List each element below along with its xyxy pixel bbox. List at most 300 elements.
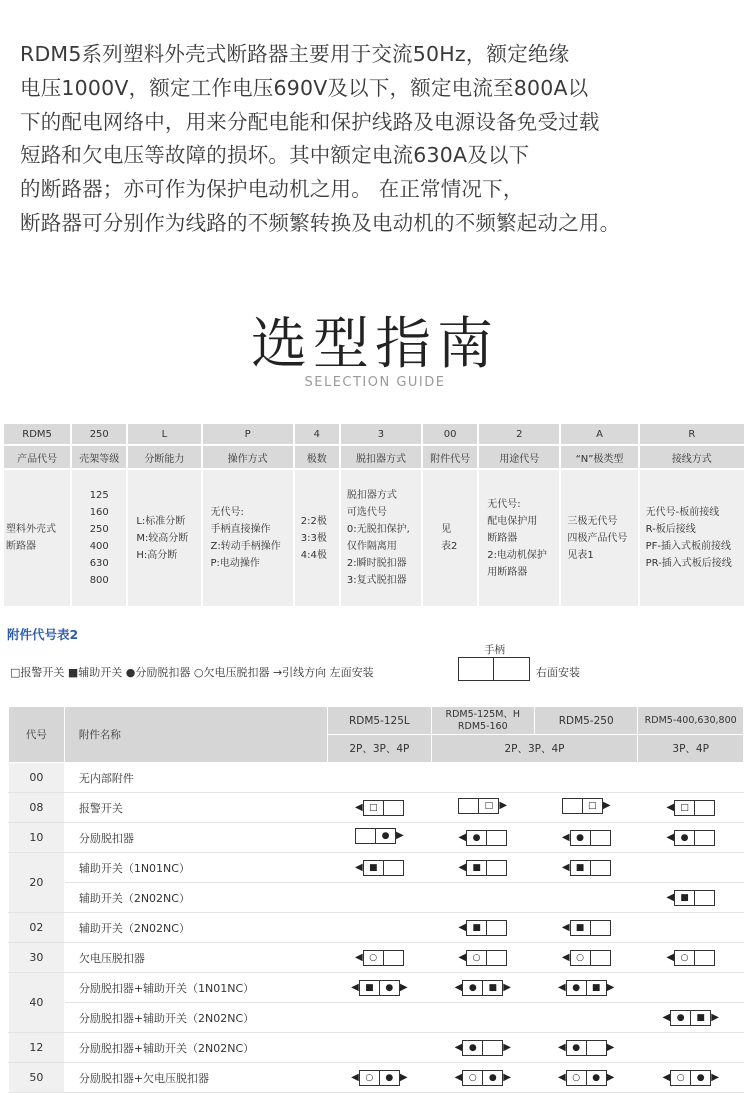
- right-arrow-icon: ▶: [399, 1072, 408, 1083]
- symbol-cell: [431, 913, 534, 943]
- handle-box-icon: [458, 798, 499, 814]
- detail-line: 仅作隔离用: [346, 541, 397, 552]
- left-arrow-icon: ◀: [454, 982, 463, 993]
- left-arrow-icon: ◀: [666, 952, 675, 963]
- code-cell: 20: [9, 853, 65, 913]
- under-icon: ○: [576, 953, 584, 963]
- symbol-cell: [534, 913, 637, 943]
- detail-line: 630: [89, 558, 109, 569]
- accessory-symbol: [662, 1071, 718, 1085]
- code-cell: 00: [9, 763, 65, 793]
- accessory-symbol: [458, 921, 507, 935]
- code-cell: 02: [9, 913, 65, 943]
- empty-slot: [383, 951, 403, 965]
- detail-line: 800: [89, 575, 109, 586]
- header-cell: 分断能力: [127, 445, 201, 469]
- detail-line: 用断路器: [487, 566, 528, 578]
- empty-slot: [383, 861, 403, 875]
- accessory-symbol: [458, 861, 507, 875]
- left-arrow-icon: ◀: [557, 1072, 566, 1083]
- handle-box-icon: [355, 828, 396, 844]
- right-install-label: 右面安装: [536, 666, 580, 679]
- left-arrow-icon: ◀: [557, 1042, 566, 1053]
- code-cell: RDM5: [3, 423, 71, 445]
- symbol-cell: [638, 913, 744, 943]
- header-cell: 极数: [294, 445, 340, 469]
- accessory-header-row: [9, 707, 744, 735]
- empty-slot: [590, 861, 610, 875]
- symbol-cell: [328, 913, 431, 943]
- handle-box-icon: [566, 980, 607, 996]
- empty-slot: [482, 1041, 502, 1055]
- detail-line: PF-插入式板前接线: [645, 541, 732, 552]
- handle-box-icon: [670, 1070, 711, 1086]
- shunt-icon: ●: [576, 833, 584, 843]
- symbol-cell: [534, 973, 637, 1003]
- shunt-icon: ●: [468, 983, 477, 993]
- intro-line: 下的配电网络中，用来分配电能和保护线路及电源设备免受过载: [20, 109, 600, 134]
- symbol-cell: [534, 883, 637, 913]
- section-subtitle: SELECTION GUIDE: [304, 375, 446, 390]
- aux-icon: ■: [472, 863, 481, 873]
- table-row: [9, 823, 744, 853]
- left-arrow-icon: ◀: [662, 1012, 671, 1023]
- detail-row: [3, 469, 745, 607]
- aux-icon: ■: [482, 981, 502, 995]
- detail-line: 四极产品代号: [567, 532, 628, 544]
- handle-box-icon: [462, 1070, 503, 1086]
- code-cell: 10: [9, 823, 65, 853]
- symbol-cell: [431, 1033, 534, 1063]
- table-row: [9, 943, 744, 973]
- empty-slot: [486, 921, 506, 935]
- detail-line: 无代号:: [487, 498, 521, 510]
- detail-line: 3:复式脱扣器: [346, 575, 407, 586]
- accessory-name: 分励脱扣器+辅助开关（1N01NC）: [64, 973, 327, 1003]
- symbol-cell: [638, 1033, 744, 1063]
- code-cell: 30: [9, 943, 65, 973]
- detail-line: 见表1: [567, 549, 594, 561]
- code-cell: A: [560, 423, 638, 445]
- header-cell: 操作方式: [202, 445, 294, 469]
- accessory-symbol: [351, 1071, 407, 1085]
- section-title: 选型指南: [251, 312, 499, 377]
- symbol-cell: [431, 1063, 534, 1093]
- detail-line: 可选代号: [346, 507, 387, 518]
- symbol-cell: [638, 823, 744, 853]
- detail-line: 125: [89, 490, 109, 501]
- symbol-cell: [431, 1003, 534, 1033]
- symbol-cell: [638, 973, 744, 1003]
- symbol-cell: [328, 1063, 431, 1093]
- alarm-icon: □: [478, 799, 498, 813]
- detail-line: L:标准分断: [136, 515, 186, 527]
- handle-box-icon: [674, 800, 715, 816]
- under-icon: ○: [680, 953, 689, 963]
- shunt-icon: ●: [379, 981, 399, 995]
- empty-slot: [694, 801, 714, 815]
- handle-box-icon: [363, 800, 404, 816]
- alarm-icon: □: [582, 799, 602, 813]
- under-icon: ○: [676, 1073, 685, 1083]
- empty-slot: [694, 951, 714, 965]
- symbol-cell: [534, 1033, 637, 1063]
- shunt-icon: ●: [572, 1043, 581, 1053]
- aux-icon: ■: [365, 983, 374, 993]
- table-row: [9, 973, 744, 1003]
- detail-line: 断路器: [487, 532, 518, 544]
- accessory-symbol: [562, 921, 611, 935]
- handle-box-icon: [466, 860, 507, 876]
- symbol-cell: [534, 943, 637, 973]
- accessory-symbol: [562, 861, 611, 875]
- table-row: [9, 853, 744, 883]
- handle-box-icon: [674, 830, 715, 846]
- detail-cell: [294, 469, 340, 607]
- detail-line: 见: [441, 524, 452, 535]
- accessory-name: 无内部附件: [64, 763, 327, 793]
- header-cell: 用途代号: [478, 445, 560, 469]
- detail-line: H:高分断: [136, 549, 178, 561]
- empty-slot: [586, 1041, 606, 1055]
- code-header: 代号: [9, 707, 65, 763]
- detail-line: 2:电动机保护: [487, 549, 547, 561]
- symbol-cell: [534, 853, 637, 883]
- symbol-cell: [328, 883, 431, 913]
- handle-box-icon: [466, 920, 507, 936]
- detail-line: 塑料外壳式: [6, 524, 56, 535]
- code-cell: 50: [9, 1063, 65, 1093]
- accessory-symbol: [558, 1071, 614, 1085]
- code-cell: L: [127, 423, 201, 445]
- symbol-cell: [534, 763, 637, 793]
- model-line: RDM5-160: [457, 720, 508, 732]
- shunt-icon: ●: [572, 983, 581, 993]
- right-arrow-icon: ▶: [396, 830, 404, 841]
- empty-slot: [356, 829, 375, 843]
- empty-slot: [694, 831, 714, 845]
- detail-line: 脱扣器方式: [346, 490, 397, 501]
- accessory-symbol: [455, 1071, 511, 1085]
- aux-icon: ■: [690, 1011, 710, 1025]
- left-arrow-icon: ◀: [458, 862, 467, 873]
- handle-box-icon: [570, 920, 611, 936]
- symbol-cell: [534, 793, 637, 823]
- header-row: [3, 445, 745, 469]
- accessory-symbol: [558, 1041, 614, 1055]
- handle-box-icon: [570, 860, 611, 876]
- handle-box-icon: [570, 950, 611, 966]
- detail-line: 2:瞬时脱扣器: [346, 558, 407, 569]
- accessory-name: 辅助开关（1N01NC）: [64, 853, 327, 883]
- code-cell: 250: [71, 423, 127, 445]
- intro-line: 的断路器；亦可作为保护电动机之用。 在正常情况下，: [20, 177, 524, 202]
- symbol-cell: [328, 853, 431, 883]
- table-row: [9, 793, 744, 823]
- accessory-symbol: [662, 1011, 718, 1025]
- code-row: [3, 423, 745, 445]
- left-arrow-icon: ◀: [557, 982, 566, 993]
- handle-box-icon: [566, 1040, 607, 1056]
- accessory-symbol: [455, 1041, 511, 1055]
- empty-slot: [486, 831, 506, 845]
- right-arrow-icon: ▶: [606, 1072, 615, 1083]
- detail-cell: [639, 469, 745, 607]
- left-arrow-icon: ◀: [454, 1072, 463, 1083]
- handle-box-icon: [466, 830, 507, 846]
- shunt-icon: ●: [472, 833, 481, 843]
- under-icon: ○: [472, 953, 481, 963]
- symbol-cell: [431, 943, 534, 973]
- detail-cell: [560, 469, 638, 607]
- detail-line: 3:3极: [300, 532, 327, 544]
- symbol-cell: [534, 823, 637, 853]
- right-arrow-icon: ▶: [503, 1072, 511, 1083]
- header-cell: 产品代号: [3, 445, 71, 469]
- right-arrow-icon: ▶: [606, 982, 615, 993]
- symbol-cell: [638, 853, 744, 883]
- right-arrow-icon: ▶: [711, 1072, 719, 1083]
- detail-line: M:较高分断: [136, 532, 189, 544]
- symbol-cell: [431, 823, 534, 853]
- left-arrow-icon: ◀: [458, 832, 467, 843]
- detail-line: 250: [89, 524, 109, 535]
- right-arrow-icon: ▶: [602, 800, 611, 811]
- left-arrow-icon: ◀: [458, 922, 467, 933]
- symbol-cell: [638, 793, 744, 823]
- handle-diagram: [458, 657, 530, 681]
- accessory-name: 分励脱扣器+辅助开关（2N02NC）: [64, 1033, 327, 1063]
- table-row: [9, 763, 744, 793]
- symbol-cell: [534, 1063, 637, 1093]
- empty-slot: [486, 861, 506, 875]
- header-cell: 壳架等级: [71, 445, 127, 469]
- symbol-cell: [328, 823, 431, 853]
- right-arrow-icon: ▶: [399, 982, 408, 993]
- left-arrow-icon: ◀: [666, 802, 675, 813]
- code-cell: 40: [9, 973, 65, 1033]
- code-cell: 4: [294, 423, 340, 445]
- poles-cell: 2P、3P、4P: [431, 735, 638, 763]
- model-header: [431, 707, 534, 735]
- accessory-symbol: [458, 951, 507, 965]
- accessory-name: 分励脱扣器: [64, 823, 327, 853]
- left-arrow-icon: ◀: [351, 1072, 359, 1083]
- handle-box-icon: [462, 980, 503, 996]
- right-arrow-icon: ▶: [711, 1012, 719, 1023]
- symbol-cell: [431, 853, 534, 883]
- detail-line: 断路器: [6, 541, 36, 552]
- model-header: RDM5-250: [534, 707, 637, 735]
- left-arrow-icon: ◀: [561, 922, 570, 933]
- model-header: RDM5-400,630,800: [638, 707, 744, 735]
- left-arrow-icon: ◀: [351, 982, 359, 993]
- shunt-icon: ●: [586, 1071, 606, 1085]
- detail-cell: [422, 469, 478, 607]
- symbol-cell: [638, 763, 744, 793]
- under-icon: ○: [572, 1073, 581, 1083]
- left-arrow-icon: ◀: [355, 952, 363, 963]
- table-row: [9, 883, 744, 913]
- empty-slot: [486, 951, 506, 965]
- detail-cell: [340, 469, 422, 607]
- detail-cell: [71, 469, 127, 607]
- detail-line: R-板后接线: [645, 524, 696, 535]
- code-cell: 08: [9, 793, 65, 823]
- left-arrow-icon: ◀: [666, 892, 675, 903]
- table-row: [9, 1003, 744, 1033]
- handle-box-icon: [363, 860, 404, 876]
- model-header: RDM5-125L: [328, 707, 431, 735]
- symbol-cell: [328, 943, 431, 973]
- symbol-cell: [638, 1063, 744, 1093]
- intro-line: RDM5系列塑料外壳式断路器主要用于交流50Hz，额定绝缘: [20, 42, 570, 66]
- handle-box-icon: [566, 1070, 607, 1086]
- shunt-icon: ●: [375, 829, 395, 843]
- shunt-icon: ●: [680, 833, 689, 843]
- code-cell: 12: [9, 1033, 65, 1063]
- shunt-icon: ●: [690, 1071, 710, 1085]
- handle-label: 手柄: [484, 644, 505, 656]
- accessory-body: [9, 763, 744, 1093]
- handle-box-icon: [674, 890, 715, 906]
- left-arrow-icon: ◀: [458, 952, 467, 963]
- aux-icon: ■: [575, 863, 585, 873]
- aux-icon: ■: [586, 981, 606, 995]
- accessory-symbol: [355, 801, 404, 815]
- aux-icon: ■: [575, 923, 585, 933]
- detail-line: 无代号-板前接线: [645, 507, 720, 518]
- handle-box-icon: [674, 950, 715, 966]
- detail-cell: [3, 469, 71, 607]
- accessory-symbol: [666, 831, 715, 845]
- detail-cell: [478, 469, 560, 607]
- header-cell: 脱扣器方式: [340, 445, 422, 469]
- detail-line: 4:4极: [300, 549, 327, 561]
- detail-line: Z:转动手柄操作: [210, 541, 281, 552]
- right-arrow-icon: ▶: [499, 800, 508, 811]
- accessory-symbol: [351, 981, 407, 995]
- shunt-icon: ●: [379, 1071, 399, 1085]
- symbol-cell: [638, 883, 744, 913]
- shunt-icon: ●: [482, 1071, 502, 1085]
- empty-slot: [694, 891, 714, 905]
- accessory-name: 报警开关: [64, 793, 327, 823]
- handle-box-icon: [462, 1040, 503, 1056]
- detail-line: 配电保护用: [487, 515, 538, 527]
- handle-box-icon: [570, 830, 611, 846]
- symbol-cell: [328, 793, 431, 823]
- accessory-symbol: [355, 951, 404, 965]
- detail-cell: [127, 469, 201, 607]
- accessory-name: 分励脱扣器+辅助开关（2N02NC）: [64, 1003, 327, 1033]
- accessory-name: 辅助开关（2N02NC）: [64, 913, 327, 943]
- intro-line: 断路器可分别作为线路的不频繁转换及电动机的不频繁起动之用。: [20, 210, 621, 235]
- aux-icon: ■: [368, 863, 378, 873]
- right-arrow-icon: ▶: [606, 1042, 615, 1053]
- right-arrow-icon: ▶: [503, 1042, 511, 1053]
- accessory-name: 辅助开关（2N02NC）: [64, 883, 327, 913]
- code-cell: P: [202, 423, 294, 445]
- detail-line: 400: [89, 541, 109, 552]
- symbol-cell: [431, 973, 534, 1003]
- symbol-cell: [638, 1003, 744, 1033]
- left-arrow-icon: ◀: [666, 832, 675, 843]
- handle-box-icon: [363, 950, 404, 966]
- alarm-icon: □: [680, 803, 689, 813]
- accessory-table: [8, 706, 744, 1093]
- model-line: RDM5-125M、H: [445, 708, 521, 720]
- left-arrow-icon: ◀: [561, 832, 570, 843]
- empty-slot: [383, 801, 403, 815]
- alarm-icon: □: [368, 803, 378, 813]
- symbol-cell: [534, 1003, 637, 1033]
- left-arrow-icon: ◀: [454, 1042, 463, 1053]
- accessory-symbol: [562, 799, 611, 813]
- detail-line: 无代号:: [210, 507, 244, 518]
- left-arrow-icon: ◀: [561, 952, 570, 963]
- handle-box-icon: [359, 1070, 400, 1086]
- symbol-cell: [328, 973, 431, 1003]
- poles-cell: 2P、3P、4P: [328, 735, 431, 763]
- left-arrow-icon: ◀: [355, 862, 363, 873]
- under-icon: ○: [365, 1073, 374, 1083]
- shunt-icon: ●: [468, 1043, 477, 1053]
- code-cell: 3: [340, 423, 422, 445]
- symbol-cell: [328, 763, 431, 793]
- detail-line: 2:2极: [300, 515, 327, 527]
- left-arrow-icon: ◀: [662, 1072, 671, 1083]
- accessory-symbol: [558, 981, 614, 995]
- under-icon: ○: [468, 1073, 477, 1083]
- empty-slot: [590, 831, 610, 845]
- handle-box-icon: [359, 980, 400, 996]
- empty-slot: [563, 799, 582, 813]
- poles-cell: 3P、4P: [638, 735, 744, 763]
- intro-text: [20, 38, 740, 241]
- table-row: [9, 1033, 744, 1063]
- symbol-cell: [328, 1033, 431, 1063]
- accessory-name: 欠电压脱扣器: [64, 943, 327, 973]
- accessory-symbol: [666, 891, 715, 905]
- detail-line: 表2: [441, 541, 458, 552]
- code-cell: R: [639, 423, 745, 445]
- accessory-symbol: [355, 829, 404, 843]
- accessory-symbol: [458, 799, 507, 813]
- accessory-name: 分励脱扣器+欠电压脱扣器: [64, 1063, 327, 1093]
- detail-line: 三极无代号: [567, 515, 618, 527]
- intro-line: 电压1000V，额定工作电压690V及以下，额定电流至800A以: [20, 75, 589, 100]
- symbol-cell: [431, 793, 534, 823]
- symbol-cell: [431, 763, 534, 793]
- aux-icon: ■: [680, 893, 689, 903]
- table-row: [9, 1063, 744, 1093]
- symbol-cell: [638, 943, 744, 973]
- selection-table: [2, 422, 746, 608]
- left-arrow-icon: ◀: [355, 802, 363, 813]
- accessory-symbol: [455, 981, 511, 995]
- accessory-symbol: [562, 951, 611, 965]
- handle-box-icon: [466, 950, 507, 966]
- aux-icon: ■: [472, 923, 481, 933]
- handle-box-icon: [562, 798, 603, 814]
- empty-slot: [590, 921, 610, 935]
- left-arrow-icon: ◀: [561, 862, 570, 873]
- right-arrow-icon: ▶: [503, 982, 511, 993]
- detail-line: PR-插入式板后接线: [645, 558, 732, 569]
- detail-cell: [202, 469, 294, 607]
- accessory-symbol: [458, 831, 507, 845]
